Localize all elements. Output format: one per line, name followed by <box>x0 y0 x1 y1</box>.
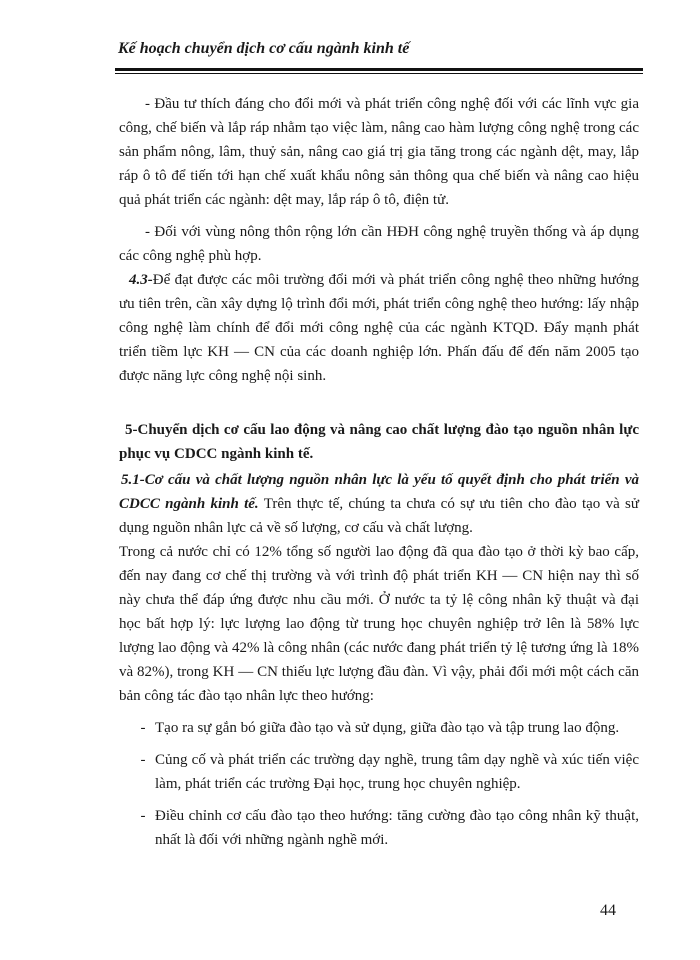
list-item-text: Điều chỉnh cơ cấu đào tạo theo hướng: tăng cường đào tạo công nhân kỹ thuật, nhất là đối với những ngành nghề mới. <box>155 808 639 848</box>
list-item <box>119 804 639 852</box>
paragraph-5-1-text: Trên thực tế, chúng ta chưa có sự ưu tiên cho đào tạo và sử dụng nguồn nhân lực cả về số lượng, cơ cấu và chất lượng. <box>119 496 639 536</box>
running-header: Kế hoạch chuyển dịch cơ cấu ngành kinh tế <box>118 40 410 57</box>
bullet-dash: - <box>140 752 146 768</box>
paragraph-4-3 <box>119 268 639 388</box>
paragraph-5-1 <box>119 468 639 540</box>
list-item <box>119 716 639 740</box>
header-rule-thick <box>115 68 643 71</box>
page-body <box>119 92 639 860</box>
bullet-dash: - <box>140 808 146 824</box>
paragraph-investment: - Đầu tư thích đáng cho đổi mới và phát triển công nghệ đối với các lĩnh vực gia công, chế biến và lắp ráp nhằm tạo việc làm, nâng cao hàm lượng công nghệ trong các sản phẩm nông, lâm, thuỷ sản, nâng cao giá trị gia tăng trong các ngành dệt, may, lắp ráp ô tô để tiến tới hạn chế xuất khẩu nông sản thông qua chế biến và nâng cao hiệu quả phát triển các ngành: dệt may, lắp ráp ô tô, điện tử. <box>119 96 639 208</box>
page-number: 44 <box>600 902 616 919</box>
paragraph-workforce: Trong cả nước chỉ có 12% tổng số người lao động đã qua đào tạo ở thời kỳ bao cấp, đến nay đang cơ chế thị trường và với trình độ phát triển KH — CN hiện nay thì số này chưa thể đáp ứng được nhu cầu mới. Ở nước ta tỷ lệ công nhân kỹ thuật và đại học bất hợp lý: lực lượng lao động từ trung học chuyên nghiệp trở lên là 58% lực lượng lao động và 42% là công nhân (các nước đang phát triển tỷ lệ tương ứng là 18% và 82%), trong KH — CN thiếu lực lượng đầu đàn. Vì vậy, phải đổi mới một cách căn bản công tác đào tạo nhân lực theo hướng: <box>119 544 639 704</box>
section-5-heading: 5-Chuyển dịch cơ cấu lao động và nâng cao chất lượng đào tạo nguồn nhân lực phục vụ CDCC ngành kinh tế. <box>119 422 639 462</box>
paragraph-4-3-text: Để đạt được các môi trường đổi mới và phát triển công nghệ theo những hướng ưu tiên trên, cần xây dựng lộ trình đổi mới, phát triển công nghệ theo hướng: lấy nhập công nghệ làm chính để đổi mới công nghệ của các ngành KTQD. Đẩy mạnh phát triển tiềm lực KH — CN của các doanh nghiệp lớn. Phấn đấu để đến năm 2005 tạo được năng lực công nghệ nội sinh. <box>119 272 639 384</box>
section-5-1-lead: 5.1-Cơ cấu và chất lượng nguồn nhân lực là yếu tố quyết định cho phát triển và CDCC ngành kinh tế. <box>119 472 639 512</box>
section-number-4-3: 4.3- <box>129 272 153 288</box>
bullet-dash: - <box>140 720 146 736</box>
list-item-text: Củng cố và phát triển các trường dạy nghề, trung tâm dạy nghề và xúc tiến việc làm, phát triển các trường Đại học, trung học chuyên nghiệp. <box>155 752 639 792</box>
header-rule-thin <box>115 73 643 74</box>
paragraph-rural: - Đối với vùng nông thôn rộng lớn cần HĐH công nghệ truyền thống và áp dụng các công nghệ phù hợp. <box>119 224 639 264</box>
list-item-text: Tạo ra sự gắn bó giữa đào tạo và sử dụng, giữa đào tạo và tập trung lao động. <box>155 720 620 736</box>
list-item <box>119 748 639 796</box>
